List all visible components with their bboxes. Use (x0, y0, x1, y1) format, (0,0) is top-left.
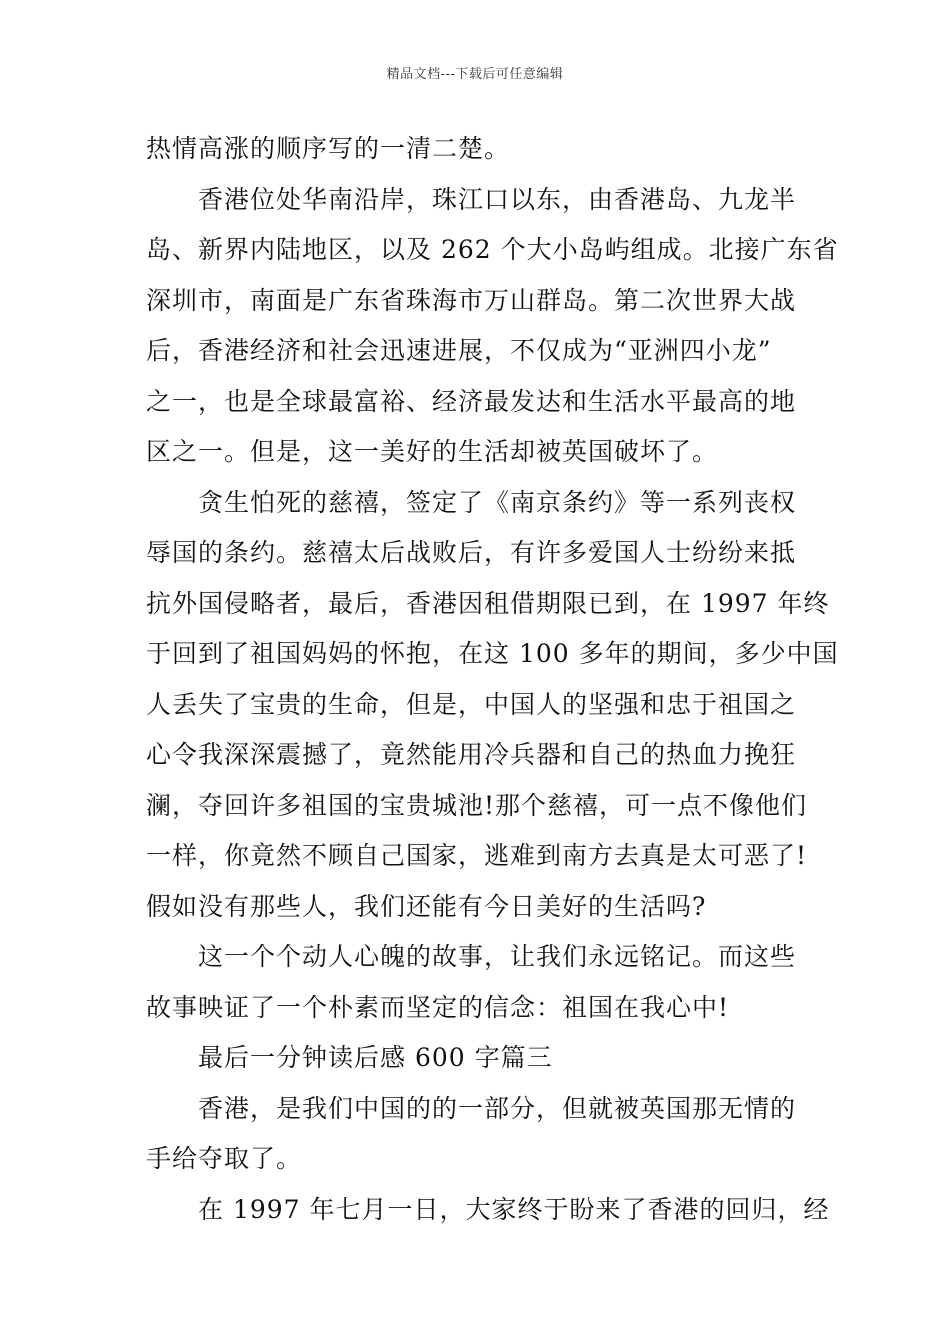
text-line: 香港，是我们中国的的一部分，但就被英国那无情的 (198, 1093, 797, 1123)
page-header: 精品文档---下载后可任意编辑 (386, 67, 564, 82)
text-line: 故事映证了一个朴素而坚定的信念：祖国在我心中! (146, 992, 730, 1022)
text-line: 之一，也是全球最富裕、经济最发达和生活水平最高的地 (146, 386, 797, 416)
text-line: 于回到了祖国妈妈的怀抱，在这 100 多年的期间，多少中国 (146, 639, 839, 668)
text-line: 辱国的条约。慈禧太后战败后，有许多爱国人士纷纷来抵 (146, 538, 797, 567)
text-line: 深圳市，南面是广东省珠海市万山群岛。第二次世界大战 (146, 285, 797, 315)
text-line: 香港位处华南沿岸，珠江口以东，由香港岛、九龙半 (198, 184, 797, 214)
text-line: 在 1997 年七月一日，大家终于盼来了香港的回归，经 (198, 1194, 830, 1224)
text-line: 一样，你竟然不顾自己国家，逃难到南方去真是太可恶了! (146, 841, 808, 870)
text-line: 这一个个动人心魄的故事，让我们永远铭记。而这些 (198, 942, 797, 971)
document-body (146, 124, 839, 1235)
text-line: 区之一。但是，这一美好的生活却被英国破坏了。 (146, 437, 719, 466)
text-line: 抗外国侵略者，最后，香港因租借期限已到，在 1997 年终 (146, 588, 830, 618)
text-line: 手给夺取了。 (146, 1144, 303, 1173)
section-heading: 最后一分钟读后感 600 字篇三 (198, 1043, 553, 1072)
text-line: 心令我深深震撼了，竟然能用冷兵器和自己的热血力挽狂 (146, 740, 797, 769)
text-line: 人丢失了宝贵的生命，但是，中国人的坚强和忠于祖国之 (146, 689, 797, 719)
text-line: 澜，夺回许多祖国的宝贵城池!那个慈禧，可一点不像他们 (146, 790, 808, 820)
text-line: 后，香港经济和社会迅速进展，不仅成为“亚洲四小龙” (146, 336, 772, 365)
text-line: 岛、新界内陆地区，以及 262 个大小岛屿组成。北接广东省 (146, 235, 839, 264)
text-line: 贪生怕死的慈禧，签定了《南京条约》等一系列丧权 (198, 487, 797, 517)
text-line: 假如没有那些人，我们还能有今日美好的生活吗? (146, 891, 707, 921)
text-line: 热情高涨的顺序写的一清二楚。 (146, 134, 511, 163)
